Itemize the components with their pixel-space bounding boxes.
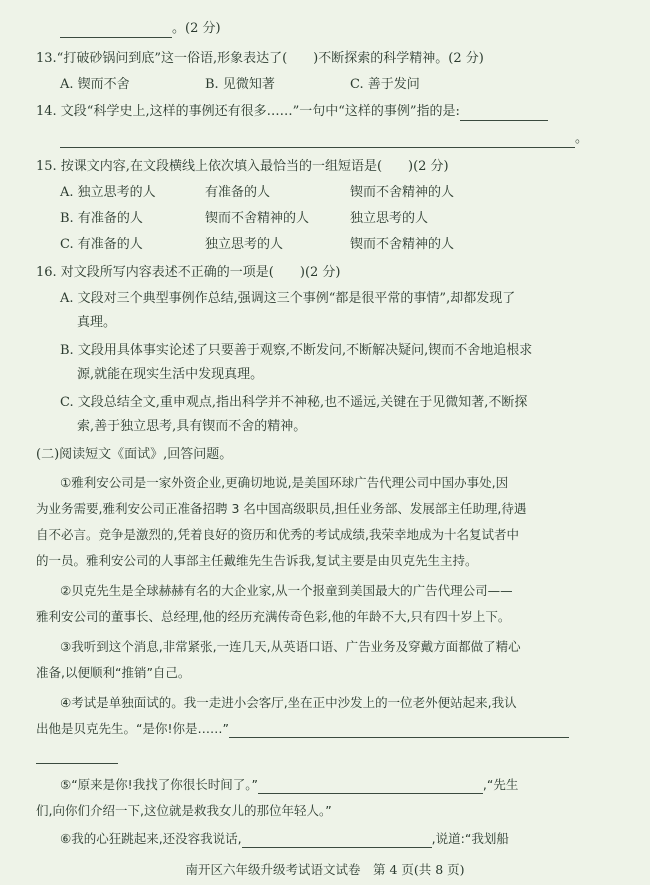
q15-option-a-3: 锲而不舍精神的人	[350, 185, 455, 200]
passage-p4-line1: ④考试是单独面试的。我一走进小会客厅,坐在正中沙发上的一位老外便站起来,我认	[60, 695, 517, 710]
section-heading: (二)阅读短文《面试》,回答问题。	[36, 447, 233, 462]
q15-option-c-1[interactable]: C. 有准备的人	[60, 237, 143, 252]
q16-option-a[interactable]: A. 文段对三个典型事例作总结,强调这三个事例“都是很平常的事情”,却都发现了	[60, 291, 516, 306]
q15-option-a-1[interactable]: A. 独立思考的人	[60, 185, 156, 200]
q15-option-a-2: 有准备的人	[205, 185, 271, 200]
q13-option-b[interactable]: B. 见微知著	[205, 77, 275, 92]
q15-option-c-3: 锲而不舍精神的人	[350, 237, 455, 252]
passage-p4-line3	[36, 746, 118, 764]
answer-blank[interactable]	[229, 723, 569, 738]
q16-option-c-cont: 索,善于独立思考,具有锲而不舍的精神。	[77, 419, 307, 434]
q16-option-c[interactable]: C. 文段总结全文,重申观点,指出科学并不神秘,也不遥远,关键在于见微知著,不断探	[60, 395, 528, 410]
q12-points: 。(2 分)	[172, 21, 221, 36]
answer-blank[interactable]	[460, 106, 548, 121]
answer-blank[interactable]	[60, 133, 575, 148]
passage-p1-line3: 自不必言。竞争是激烈的,凭着良好的资历和优秀的考试成绩,我荣幸地成为十名复试者中	[36, 527, 519, 542]
answer-blank[interactable]	[36, 749, 118, 764]
answer-blank[interactable]	[242, 833, 432, 848]
answer-blank[interactable]	[258, 779, 483, 794]
q15-option-c-2: 独立思考的人	[205, 237, 284, 252]
q13-option-a[interactable]: A. 锲而不舍	[60, 77, 130, 92]
passage-p4-line2: 出他是贝克先生。“是你!你是……”	[36, 720, 569, 738]
q16-stem: 16. 对文段所写内容表述不正确的一项是( )(2 分)	[36, 265, 341, 280]
passage-p3-line2: 准备,以便顺利“推销”自己。	[36, 665, 191, 680]
q12-answer-line	[60, 20, 221, 38]
passage-p5-line2: 们,向你们介绍一下,这位就是救我女儿的那位年轻人。”	[36, 803, 332, 818]
q15-option-b-3: 独立思考的人	[350, 211, 429, 226]
page-footer: 南开区六年级升级考试语文试卷 第 4 页(共 8 页)	[185, 862, 465, 877]
q16-option-b[interactable]: B. 文段用具体事实论述了只要善于观察,不断发问,不断解决疑问,锲而不舍地追根求	[60, 343, 533, 358]
answer-blank[interactable]	[60, 23, 172, 38]
passage-p2-line1: ②贝克先生是全球赫赫有名的大企业家,从一个报童到美国最大的广告代理公司——	[60, 583, 513, 598]
q15-stem: 15. 按课文内容,在文段横线上依次填入最恰当的一组短语是( )(2 分)	[36, 159, 449, 174]
passage-p3-line1: ③我听到这个消息,非常紧张,一连几天,从英语口语、广告业务及穿戴方面都做了精心	[60, 639, 521, 654]
q14-stem: 14. 文段“科学史上,这样的事例还有很多……”一句中“这样的事例”指的是:	[36, 103, 548, 121]
q13-option-c[interactable]: C. 善于发问	[350, 77, 420, 92]
passage-p6-line1: ⑥我的心狂跳起来,还没容我说话, ,说道:“我划船	[60, 831, 509, 846]
q15-option-b-2: 锲而不舍精神的人	[205, 211, 310, 226]
q14-answer-line: 。	[60, 130, 588, 148]
passage-p1-line4: 的一员。雅利安公司的人事部主任戴维先生告诉我,复试主要是由贝克先生主持。	[36, 553, 478, 568]
q16-option-b-cont: 源,就能在现实生活中发现真理。	[77, 367, 264, 382]
passage-p2-line2: 雅利安公司的董事长、总经理,他的经历充满传奇色彩,他的年龄不大,只有四十岁上下。	[36, 609, 511, 624]
q13-stem: 13.“打破砂锅问到底”这一俗语,形象表达了( )不断探索的科学精神。(2 分)	[36, 51, 484, 66]
passage-p5-line1: ⑤“原来是你!我找了你很长时间了。” ,“先生	[60, 777, 519, 792]
q15-option-b-1[interactable]: B. 有准备的人	[60, 211, 143, 226]
q16-option-a-cont: 真理。	[77, 315, 117, 330]
passage-p1-line2: 为业务需要,雅利安公司正准备招聘 3 名中国高级职员,担任业务部、发展部主任助理,待遇	[36, 501, 527, 516]
passage-p1-line1: ①雅利安公司是一家外资企业,更确切地说,是美国环球广告代理公司中国办事处,因	[60, 475, 509, 490]
